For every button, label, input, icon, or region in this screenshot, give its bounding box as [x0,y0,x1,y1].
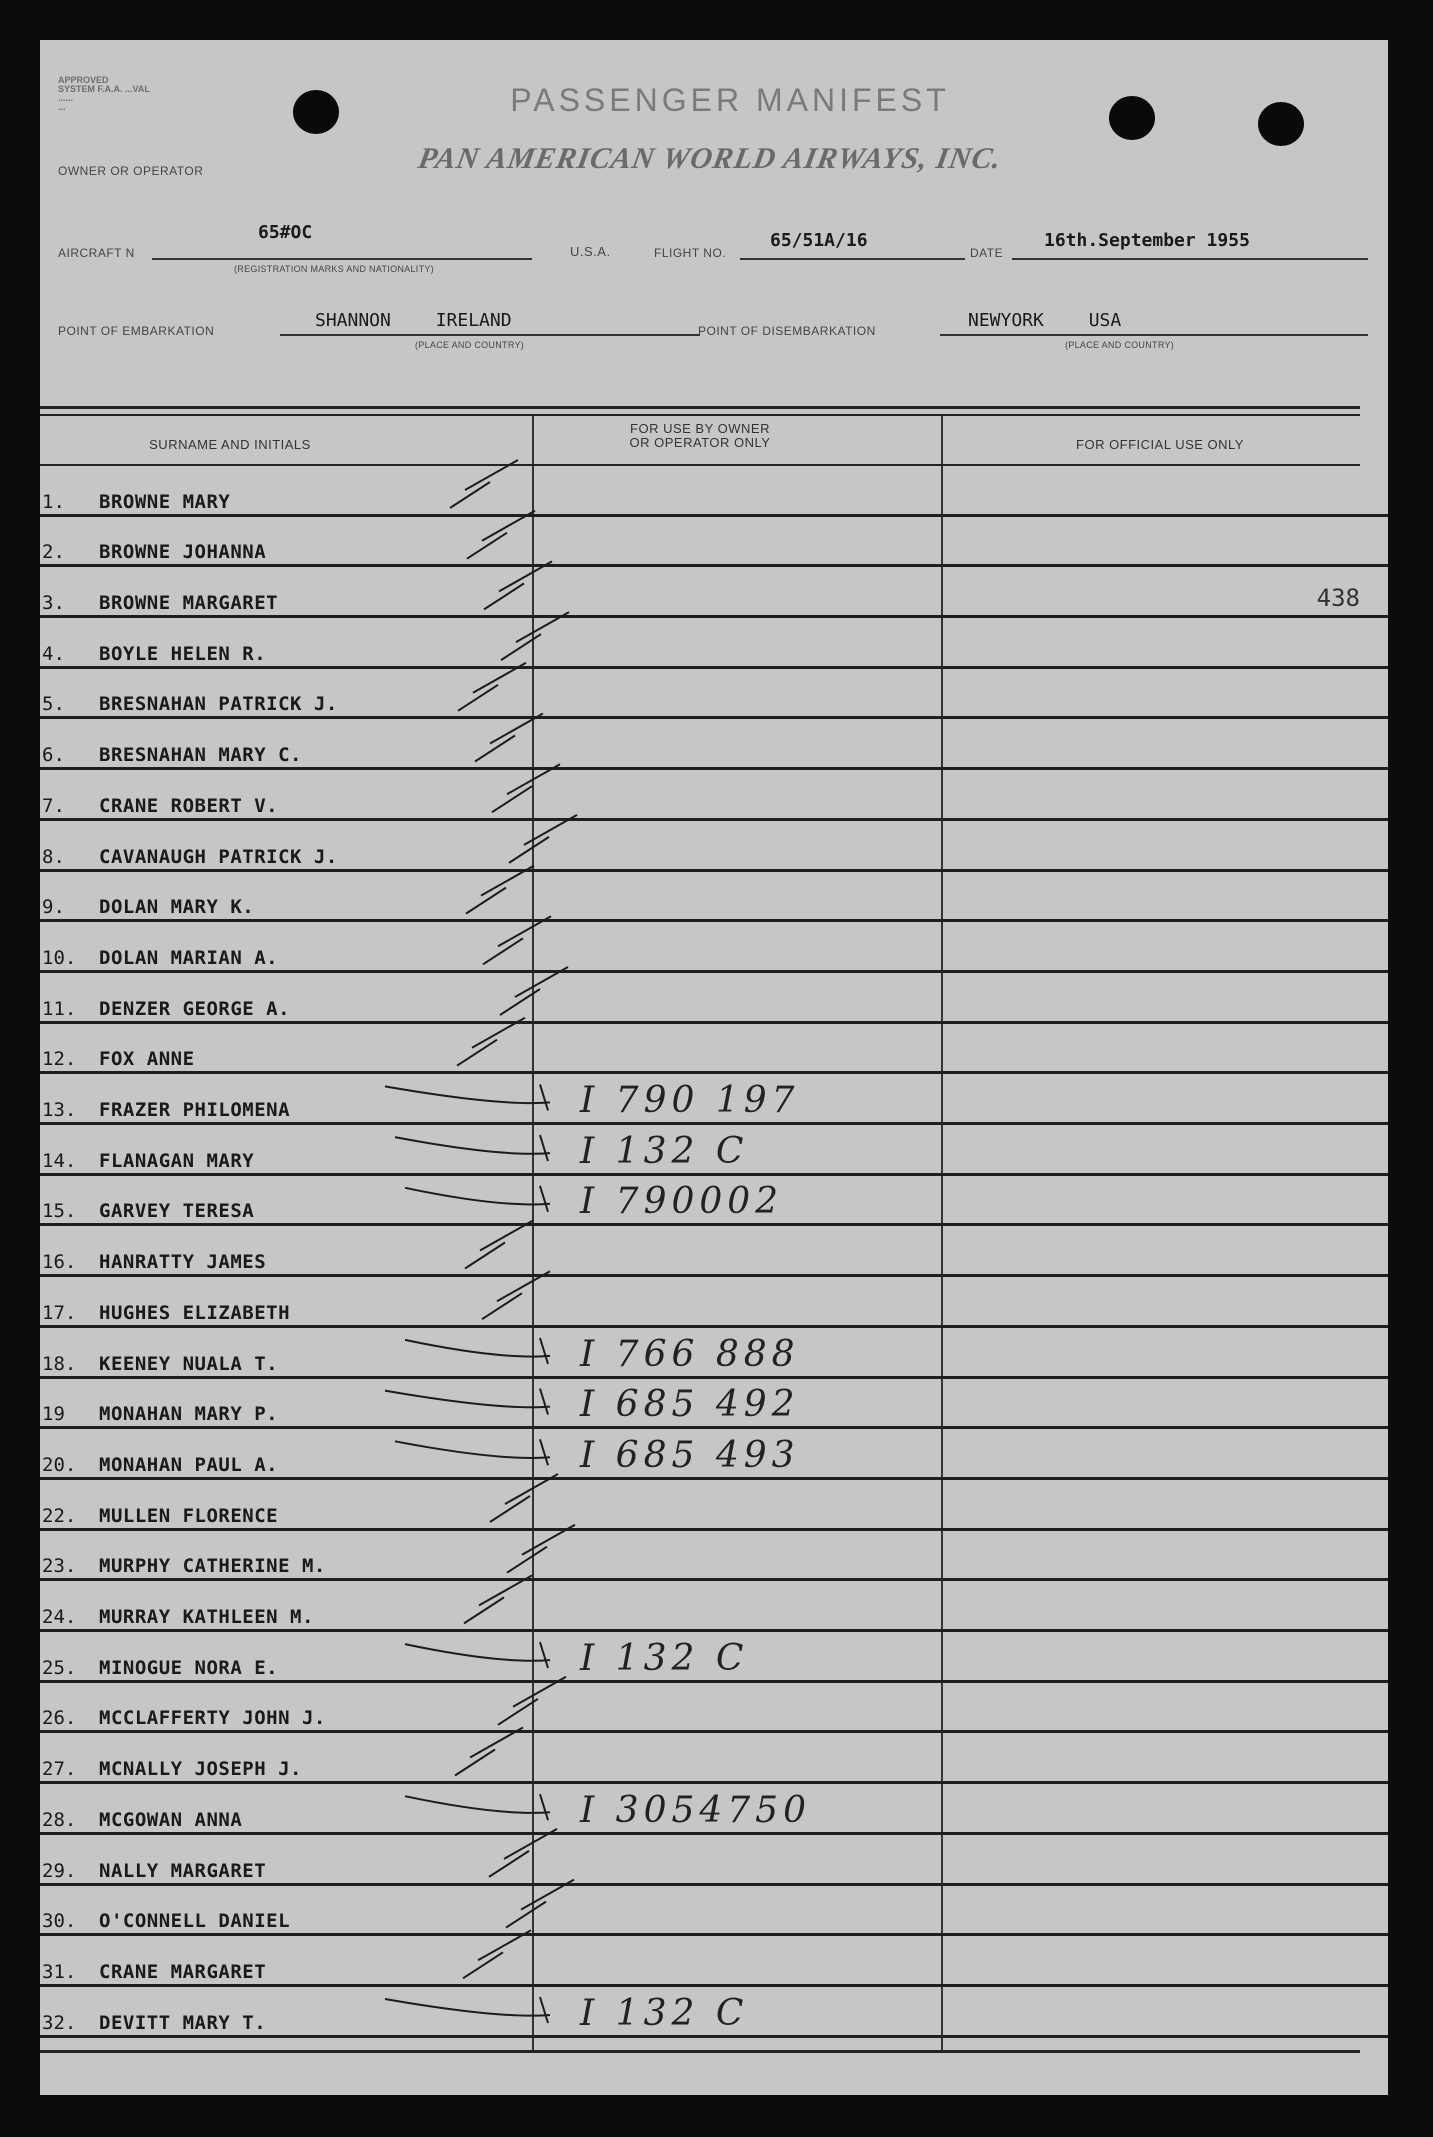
check-mark [464,1575,532,1623]
passenger-name: NALLY MARGARET [99,1859,267,1882]
check-mark [455,1728,523,1776]
passenger-name: BRESNAHAN PATRICK J. [99,693,338,716]
aircraft-label: AIRCRAFT N [58,246,135,260]
check-mark [500,967,568,1015]
column-header-official-use: FOR OFFICIAL USE ONLY [1076,437,1244,452]
passenger-number: 1. [42,490,65,513]
official-note: 438 [1316,584,1360,613]
passenger-name: GARVEY TERESA [99,1200,255,1223]
check-mark [466,866,534,914]
airline-name: PAN AMERICAN WORLD AIRWAYS, INC. [415,142,1005,175]
usa-label: U.S.A. [570,244,611,259]
check-marks [40,40,1388,2095]
disembarkation-label: POINT OF DISEMBARKATION [698,324,876,338]
owner-note: I 132 C [580,1992,749,2034]
aircraft-value: 65#OC [258,222,313,243]
passenger-number: 6. [42,744,65,767]
stamp-line: ...... [58,93,74,103]
check-mark [501,612,569,660]
owner-note: I 132 C [580,1637,749,1679]
owner-note: I 132 C [580,1130,749,1172]
owner-note: I 790002 [580,1181,784,1223]
passenger-number: 3. [42,592,65,615]
passenger-number: 11. [42,997,77,1020]
passenger-number: 31. [42,1960,77,1983]
check-mark [506,1880,574,1928]
passenger-number: 5. [42,693,65,716]
passenger-number: 16. [42,1251,77,1274]
check-mark [507,1525,575,1573]
check-mark [484,561,552,609]
passenger-number: 14. [42,1149,77,1172]
flight-label: FLIGHT NO. [654,246,727,260]
passenger-name: MINOGUE NORA E. [99,1656,279,1679]
passenger-name: FOX ANNE [99,1048,195,1071]
passenger-number: 7. [42,794,65,817]
check-mark [482,1271,550,1319]
passenger-name: CRANE MARGARET [99,1960,267,1983]
disembarkation-value: NEWYORK USA [968,310,1122,331]
check-mark [498,1677,566,1725]
embarkation-label: POINT OF EMBARKATION [58,324,215,338]
column-header-owner-use: FOR USE BY OWNER OR OPERATOR ONLY [629,421,771,450]
check-mark [467,511,535,559]
owner-note: I 685 493 [580,1434,800,1476]
manifest-title: PASSENGER MANIFEST [510,82,950,118]
check-mark [405,1338,550,1364]
passenger-number: 2. [42,541,65,564]
passenger-name: MULLEN FLORENCE [99,1504,279,1527]
check-mark [490,1474,558,1522]
passenger-name: MURRAY KATHLEEN M. [99,1606,314,1629]
passenger-name: BROWNE MARY [99,490,231,513]
check-mark [385,1084,550,1110]
check-mark [405,1794,550,1820]
check-mark [458,663,526,711]
passenger-name: FLANAGAN MARY [99,1149,255,1172]
date-value: 16th.September 1955 [1044,230,1250,251]
stamp-line: APPROVED [58,75,109,85]
check-mark [395,1135,550,1161]
passenger-number: 30. [42,1910,77,1933]
stamp-line: SYSTEM F.A.A. ...VAL [58,84,150,94]
passenger-number: 24. [42,1606,77,1629]
check-mark [405,1642,550,1668]
passenger-name: HANRATTY JAMES [99,1251,267,1274]
embarkation-value: SHANNON IRELAND [315,310,512,331]
passenger-name: HUGHES ELIZABETH [99,1301,291,1324]
check-mark [475,714,543,762]
stamp-line: ... [58,102,66,112]
passenger-number: 23. [42,1555,77,1578]
passenger-number: 29. [42,1859,77,1882]
passenger-number: 19 [42,1403,65,1426]
passenger-number: 15. [42,1200,77,1223]
passenger-number: 8. [42,845,65,868]
passenger-name: DOLAN MARY K. [99,896,255,919]
passenger-name: DENZER GEORGE A. [99,997,291,1020]
passenger-name: BROWNE MARGARET [99,592,279,615]
passenger-name: FRAZER PHILOMENA [99,1099,291,1122]
check-mark [509,815,577,863]
check-mark [463,1930,531,1978]
manifest-sheet [40,40,1388,2095]
check-mark [450,460,518,508]
passenger-number: 32. [42,2011,77,2034]
owner-label: OWNER OR OPERATOR [58,164,204,178]
check-mark [395,1439,550,1465]
date-label: DATE [970,246,1004,260]
passenger-number: 12. [42,1048,77,1071]
check-mark [385,1389,550,1415]
passenger-name: MURPHY CATHERINE M. [99,1555,326,1578]
column-header-surname: SURNAME AND INITIALS [149,437,311,452]
passenger-number: 13. [42,1099,77,1122]
flight-value: 65/51A/16 [770,230,868,251]
passenger-name: MONAHAN PAUL A. [99,1453,279,1476]
disembarkation-caption: (PLACE AND COUNTRY) [1065,340,1175,350]
passenger-number: 28. [42,1808,77,1831]
owner-note: I 3054750 [580,1789,811,1831]
passenger-number: 26. [42,1707,77,1730]
embarkation-caption: (PLACE AND COUNTRY) [415,340,525,350]
passenger-name: BOYLE HELEN R. [99,642,267,665]
passenger-name: DEVITT MARY T. [99,2011,267,2034]
passenger-name: MCGOWAN ANNA [99,1808,243,1831]
passenger-number: 27. [42,1758,77,1781]
passenger-name: O'CONNELL DANIEL [99,1910,291,1933]
passenger-name: BROWNE JOHANNA [99,541,267,564]
passenger-number: 18. [42,1352,77,1375]
passenger-number: 9. [42,896,65,919]
passenger-name: MCNALLY JOSEPH J. [99,1758,302,1781]
passenger-number: 17. [42,1301,77,1324]
passenger-number: 10. [42,946,77,969]
passenger-number: 22. [42,1504,77,1527]
passenger-name: CAVANAUGH PATRICK J. [99,845,338,868]
passenger-number: 20. [42,1453,77,1476]
passenger-number: 4. [42,642,65,665]
owner-note: I 790 197 [580,1080,800,1122]
check-mark [405,1186,550,1212]
check-mark [385,1997,550,2023]
check-mark [492,764,560,812]
check-mark [489,1829,557,1877]
passenger-name: BRESNAHAN MARY C. [99,744,302,767]
passenger-name: KEENEY NUALA T. [99,1352,279,1375]
check-mark [465,1221,533,1269]
owner-note: I 685 492 [580,1384,800,1426]
owner-note: I 766 888 [580,1333,800,1375]
aircraft-caption: (REGISTRATION MARKS AND NATIONALITY) [234,264,434,274]
passenger-name: MCCLAFFERTY JOHN J. [99,1707,326,1730]
passenger-name: MONAHAN MARY P. [99,1403,279,1426]
check-mark [483,916,551,964]
check-mark [457,1018,525,1066]
passenger-name: CRANE ROBERT V. [99,794,279,817]
passenger-number: 25. [42,1656,77,1679]
passenger-name: DOLAN MARIAN A. [99,946,279,969]
